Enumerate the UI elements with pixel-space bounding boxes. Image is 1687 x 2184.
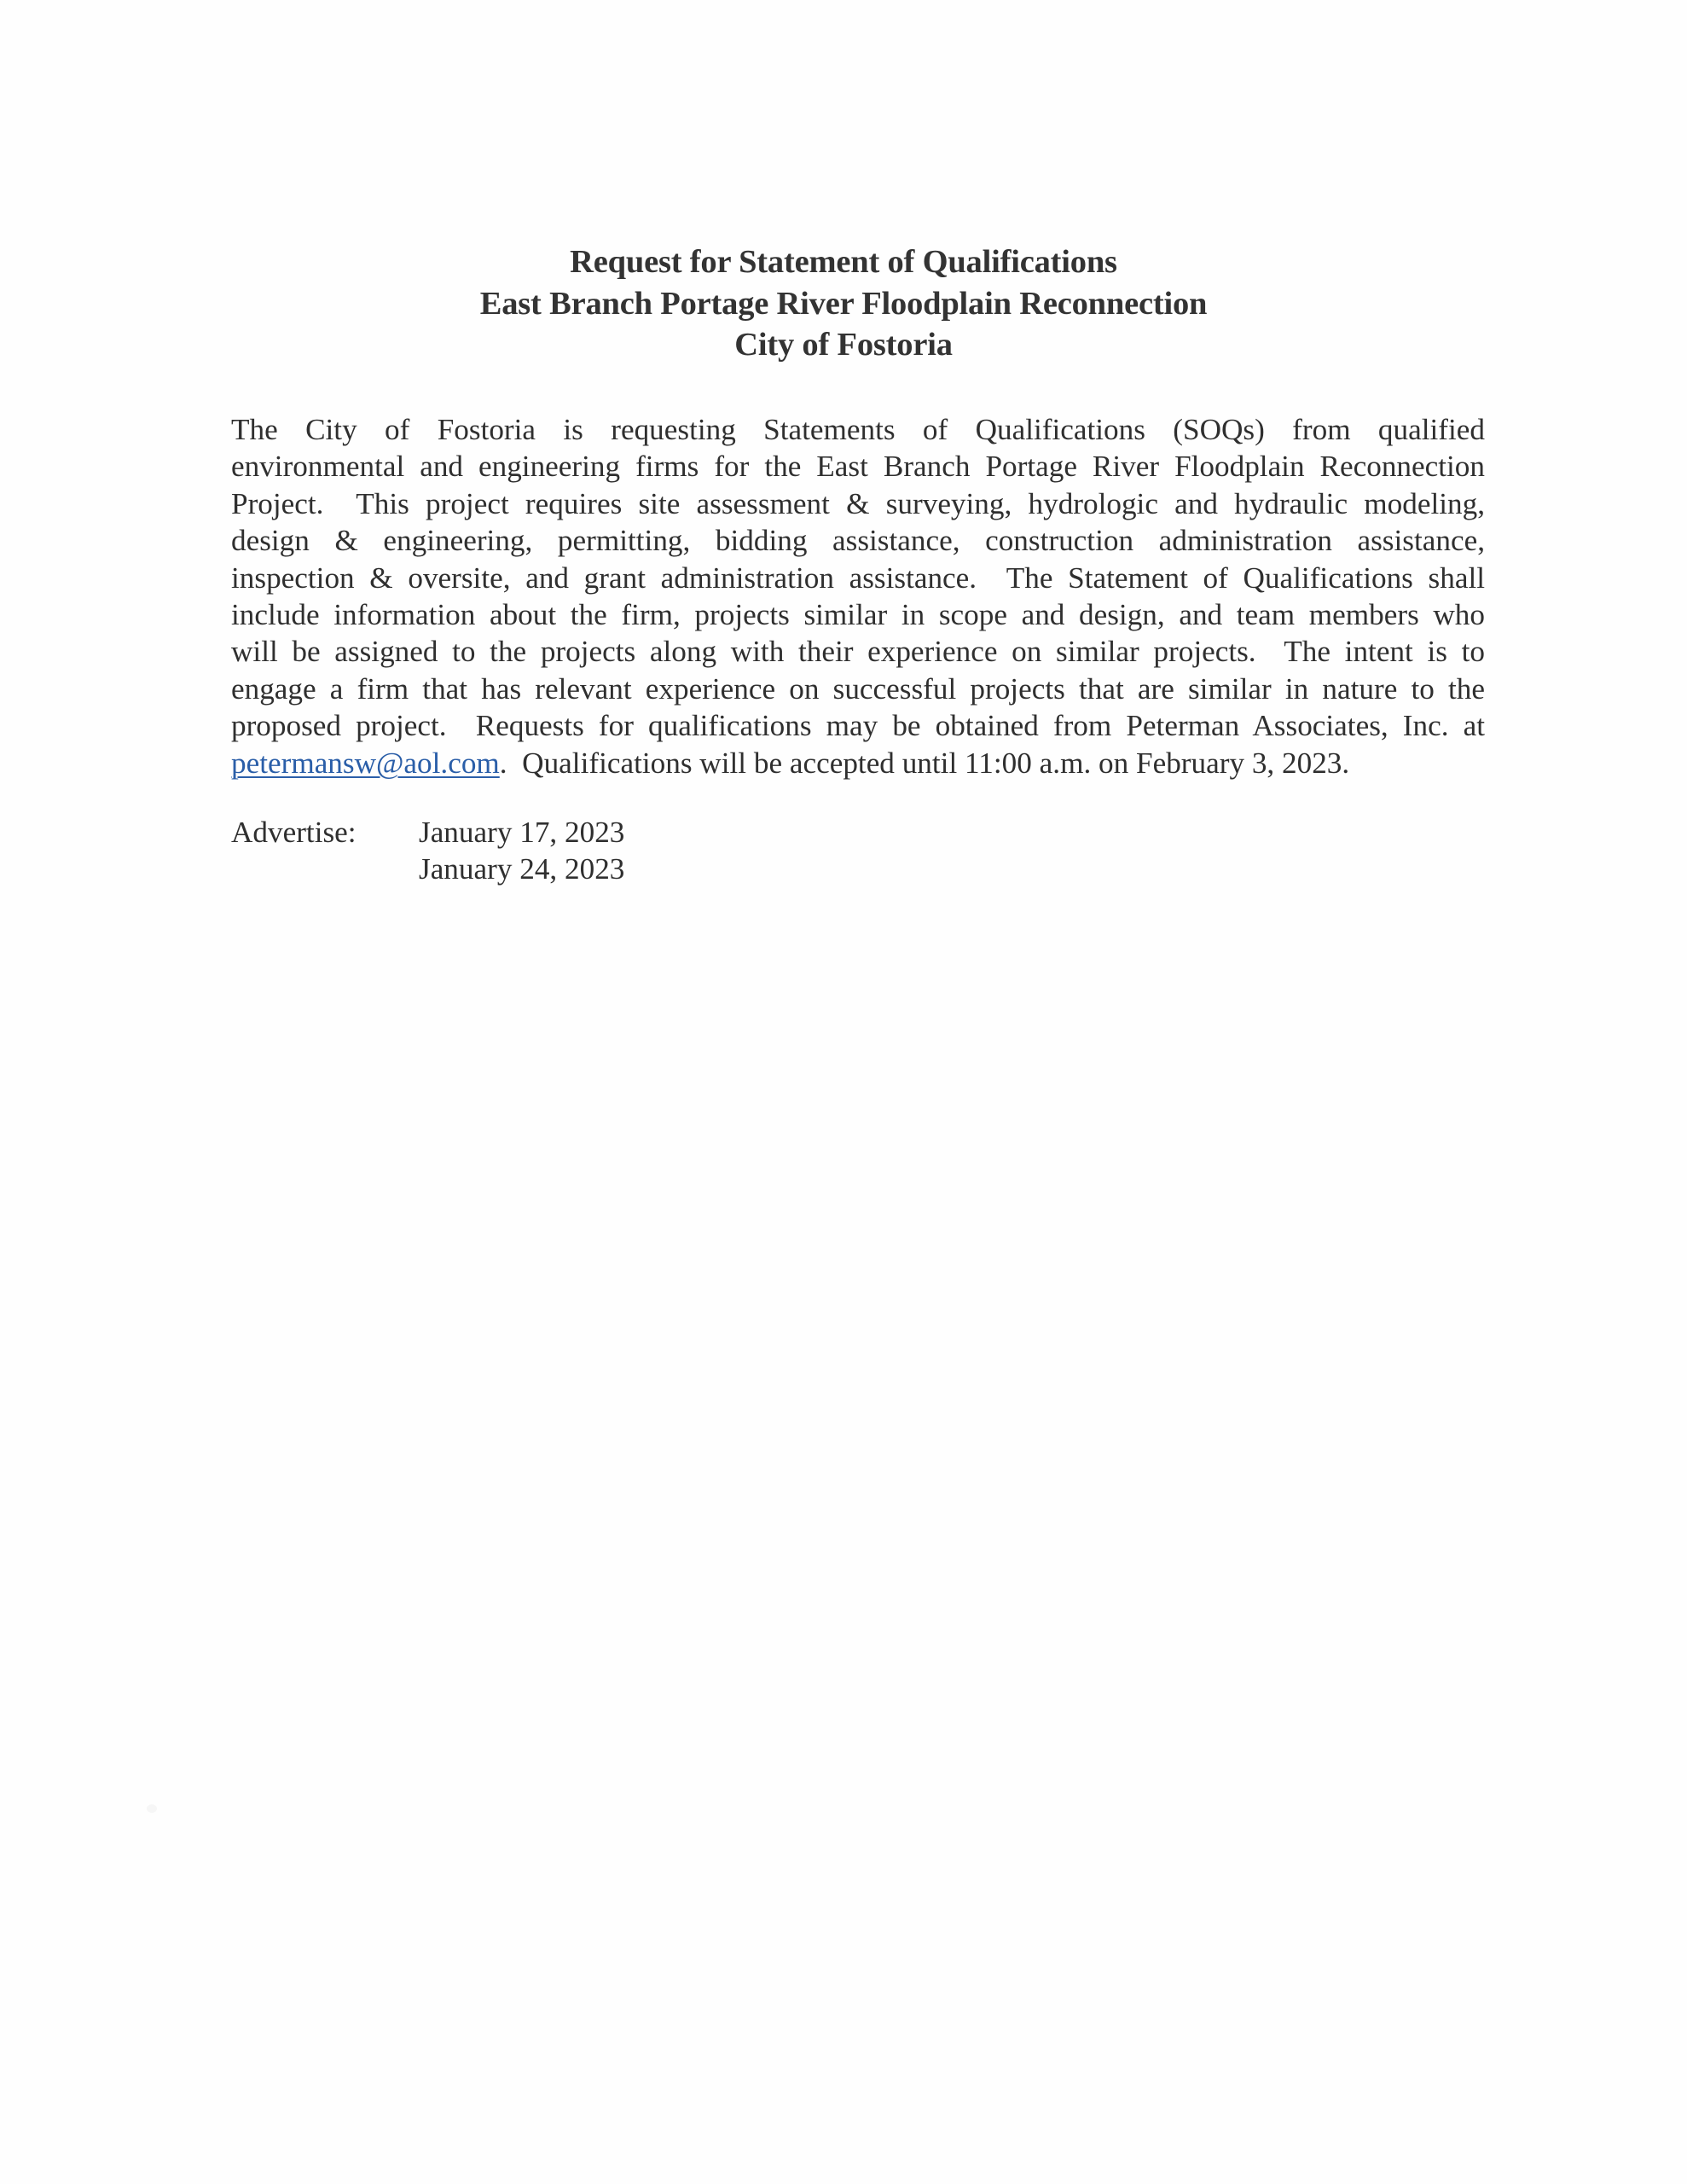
title-line-project: East Branch Portage River Floodplain Reconnection <box>479 285 1208 322</box>
email-link[interactable]: petermansw@aol.com <box>231 746 500 780</box>
document-title <box>0 241 1687 366</box>
body-line: include information about the firm, projects similar in scope and design, and team members who <box>231 598 1485 632</box>
title-line-city: City of Fostoria <box>734 327 953 363</box>
scan-artifact <box>147 1804 157 1813</box>
body-line: design & engineering, permitting, bidding assistance, construction administration assistance, <box>231 524 1485 558</box>
advertise-label-spacer <box>231 851 419 887</box>
body-paragraph <box>231 411 1485 781</box>
advertise-date: January 24, 2023 <box>419 852 625 886</box>
body-line-final <box>231 745 1485 781</box>
body-line: inspection & oversite, and grant administration assistance. The Statement of Qualifications shall <box>231 561 1485 595</box>
body-line: environmental and engineering firms for the East Branch Portage River Floodplain Reconnection <box>231 450 1485 484</box>
advertise-section <box>231 814 624 888</box>
title-line-request: Request for Statement of Qualifications <box>570 244 1117 280</box>
advertise-row <box>231 851 624 887</box>
body-line: Project. This project requires site assessment & surveying, hydrologic and hydraulic modeling, <box>231 486 1485 520</box>
deadline-text: . Qualifications will be accepted until 11:00 a.m. on February 3, 2023. <box>499 746 1350 780</box>
advertise-date: January 17, 2023 <box>419 816 625 849</box>
body-line: engage a firm that has relevant experience on successful projects that are similar in nature to the <box>231 671 1485 706</box>
body-line: proposed project. Requests for qualifications may be obtained from Peterman Associates, Inc. at <box>231 709 1485 743</box>
body-line: will be assigned to the projects along with their experience on similar projects. The intent is to <box>231 635 1485 669</box>
advertise-row <box>231 814 624 851</box>
advertise-label: Advertise: <box>231 816 357 849</box>
body-line: The City of Fostoria is requesting Statements of Qualifications (SOQs) from qualified <box>231 413 1485 446</box>
